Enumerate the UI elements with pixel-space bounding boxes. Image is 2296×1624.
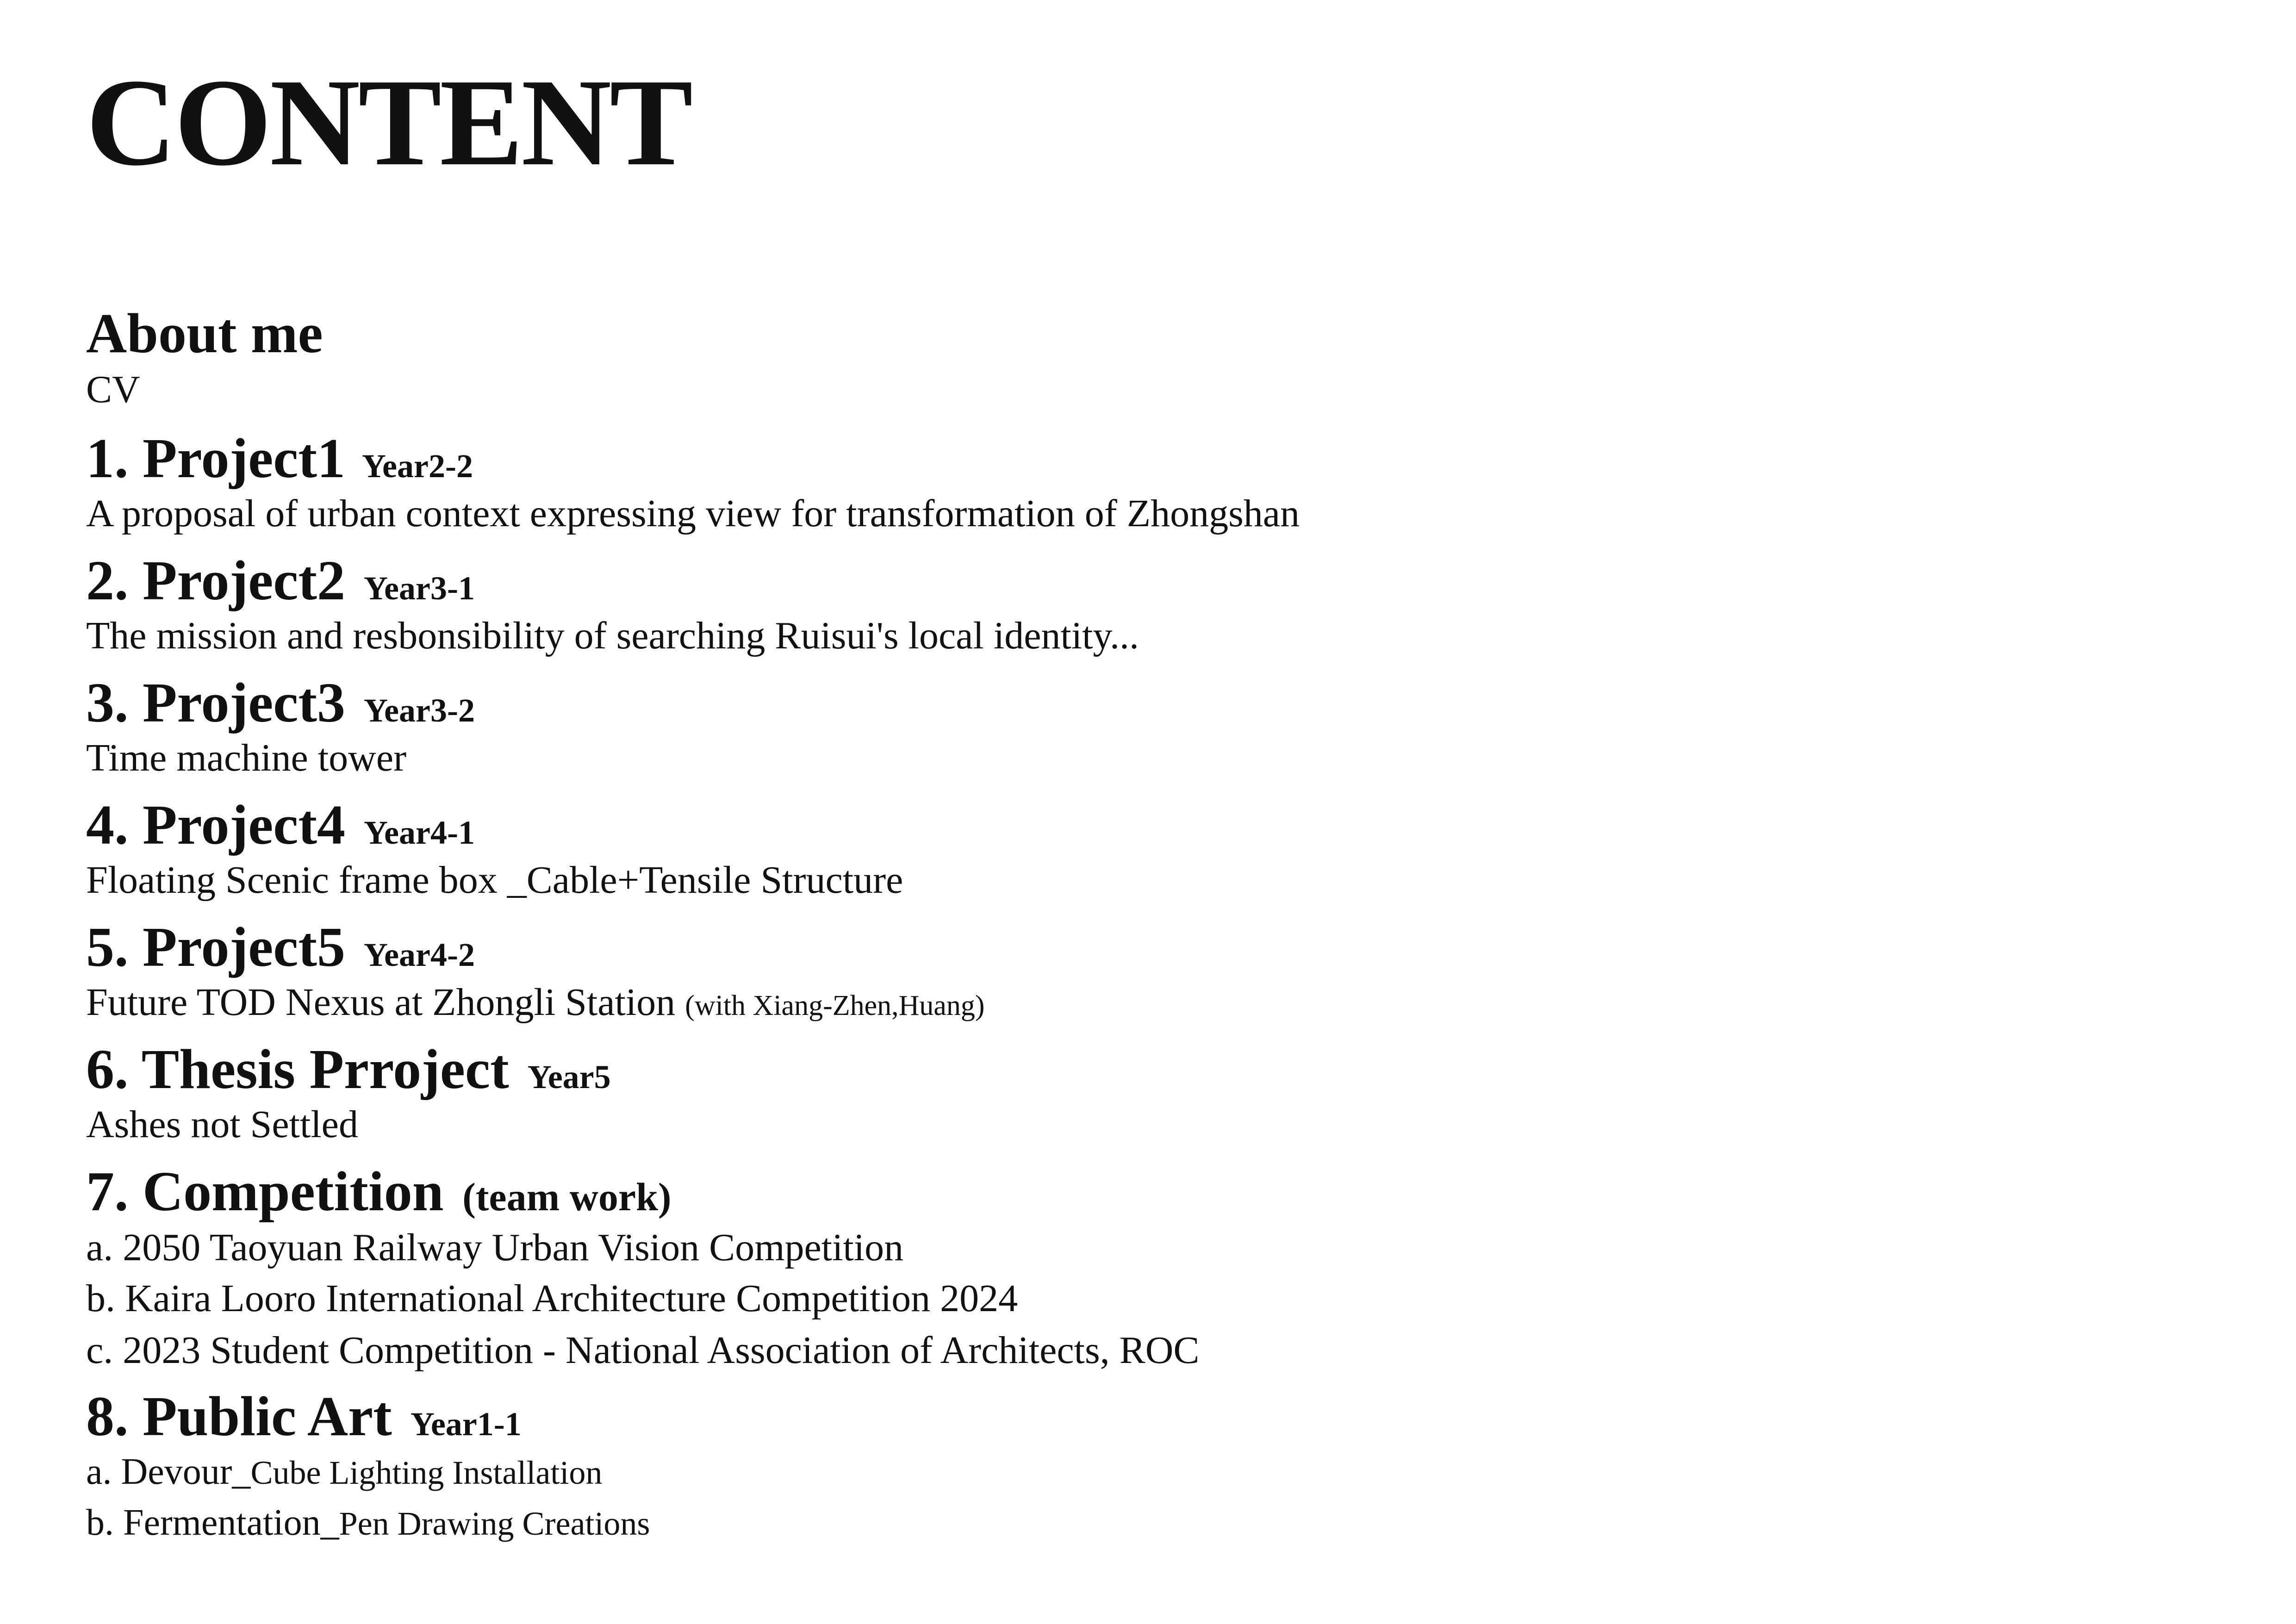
public-art-item-type: Cube Lighting Installation [250,1454,603,1491]
toc-section-public-art [86,1385,2169,1551]
project-description-text: Future TOD Nexus at Zhongli Station [86,981,676,1024]
project-year: Year4-1 [364,814,475,851]
section-description-project4: Floating Scenic frame box _Cable+Tensile Structure [86,859,903,902]
competition-item: b. Kaira Looro International Architecture Competition 2024 [86,1277,1018,1320]
section-description-project2: The mission and resbonsibility of searching Ruisui's local identity... [86,614,1139,657]
project-title: 4. Project4 [86,794,346,856]
section-heading-public-art [86,1385,2169,1448]
toc-section-project2 [86,549,2169,672]
project-title: 3. Project3 [86,672,346,734]
toc-section-thesis [86,1038,2169,1161]
page-title: CONTENT [86,53,691,192]
section-description-project3: Time machine tower [86,736,407,779]
section-heading-about: About me [86,302,323,365]
section-heading-project1 [86,427,2169,490]
public-art-item-type: Pen Drawing Creations [339,1505,650,1542]
competition-item: c. 2023 Student Competition - National Association of Architects, ROC [86,1329,1200,1372]
project-year: Year3-2 [364,692,475,729]
competition-item: a. 2050 Taoyuan Railway Urban Vision Competition [86,1226,904,1269]
toc-section-about [86,302,2169,426]
project-title: 5. Project5 [86,916,346,978]
team-work-note: (team work) [462,1175,672,1219]
public-art-item-name: a. Devour_ [86,1451,251,1492]
competition-title: 7. Competition [86,1160,444,1223]
project-title: 2. Project2 [86,549,346,612]
section-description-project1: A proposal of urban context expressing view for transformation of Zhongshan [86,492,1300,535]
project-year: Year3-1 [364,570,475,607]
public-art-item-name: b. Fermentation_ [86,1502,339,1543]
project-year: Year5 [527,1058,611,1095]
toc-section-project1 [86,427,2169,550]
section-heading-thesis [86,1038,2169,1101]
section-description-about: CV [86,368,140,411]
public-art-year: Year1-1 [410,1406,522,1443]
project-title: 1. Project1 [86,427,346,490]
section-heading-project4 [86,794,2169,856]
toc-section-project5 [86,916,2169,1039]
project-title: 6. Thesis Prroject [86,1038,509,1101]
project-year: Year4-2 [364,936,475,973]
table-of-contents [86,302,2169,1551]
section-description-thesis: Ashes not Settled [86,1103,358,1146]
section-description-project5 [86,978,2169,1039]
section-heading-project5 [86,916,2169,978]
toc-section-competition [86,1160,2169,1378]
project-year: Year2-2 [362,448,473,485]
section-heading-project2 [86,549,2169,612]
collaborator-note: (with Xiang-Zhen,Huang) [685,990,985,1021]
section-heading-competition [86,1160,2169,1223]
public-art-title: 8. Public Art [86,1385,392,1448]
public-art-item [86,1500,2169,1551]
section-heading-project3 [86,672,2169,734]
toc-section-project3 [86,672,2169,794]
public-art-item [86,1448,2169,1500]
toc-section-project4 [86,794,2169,916]
